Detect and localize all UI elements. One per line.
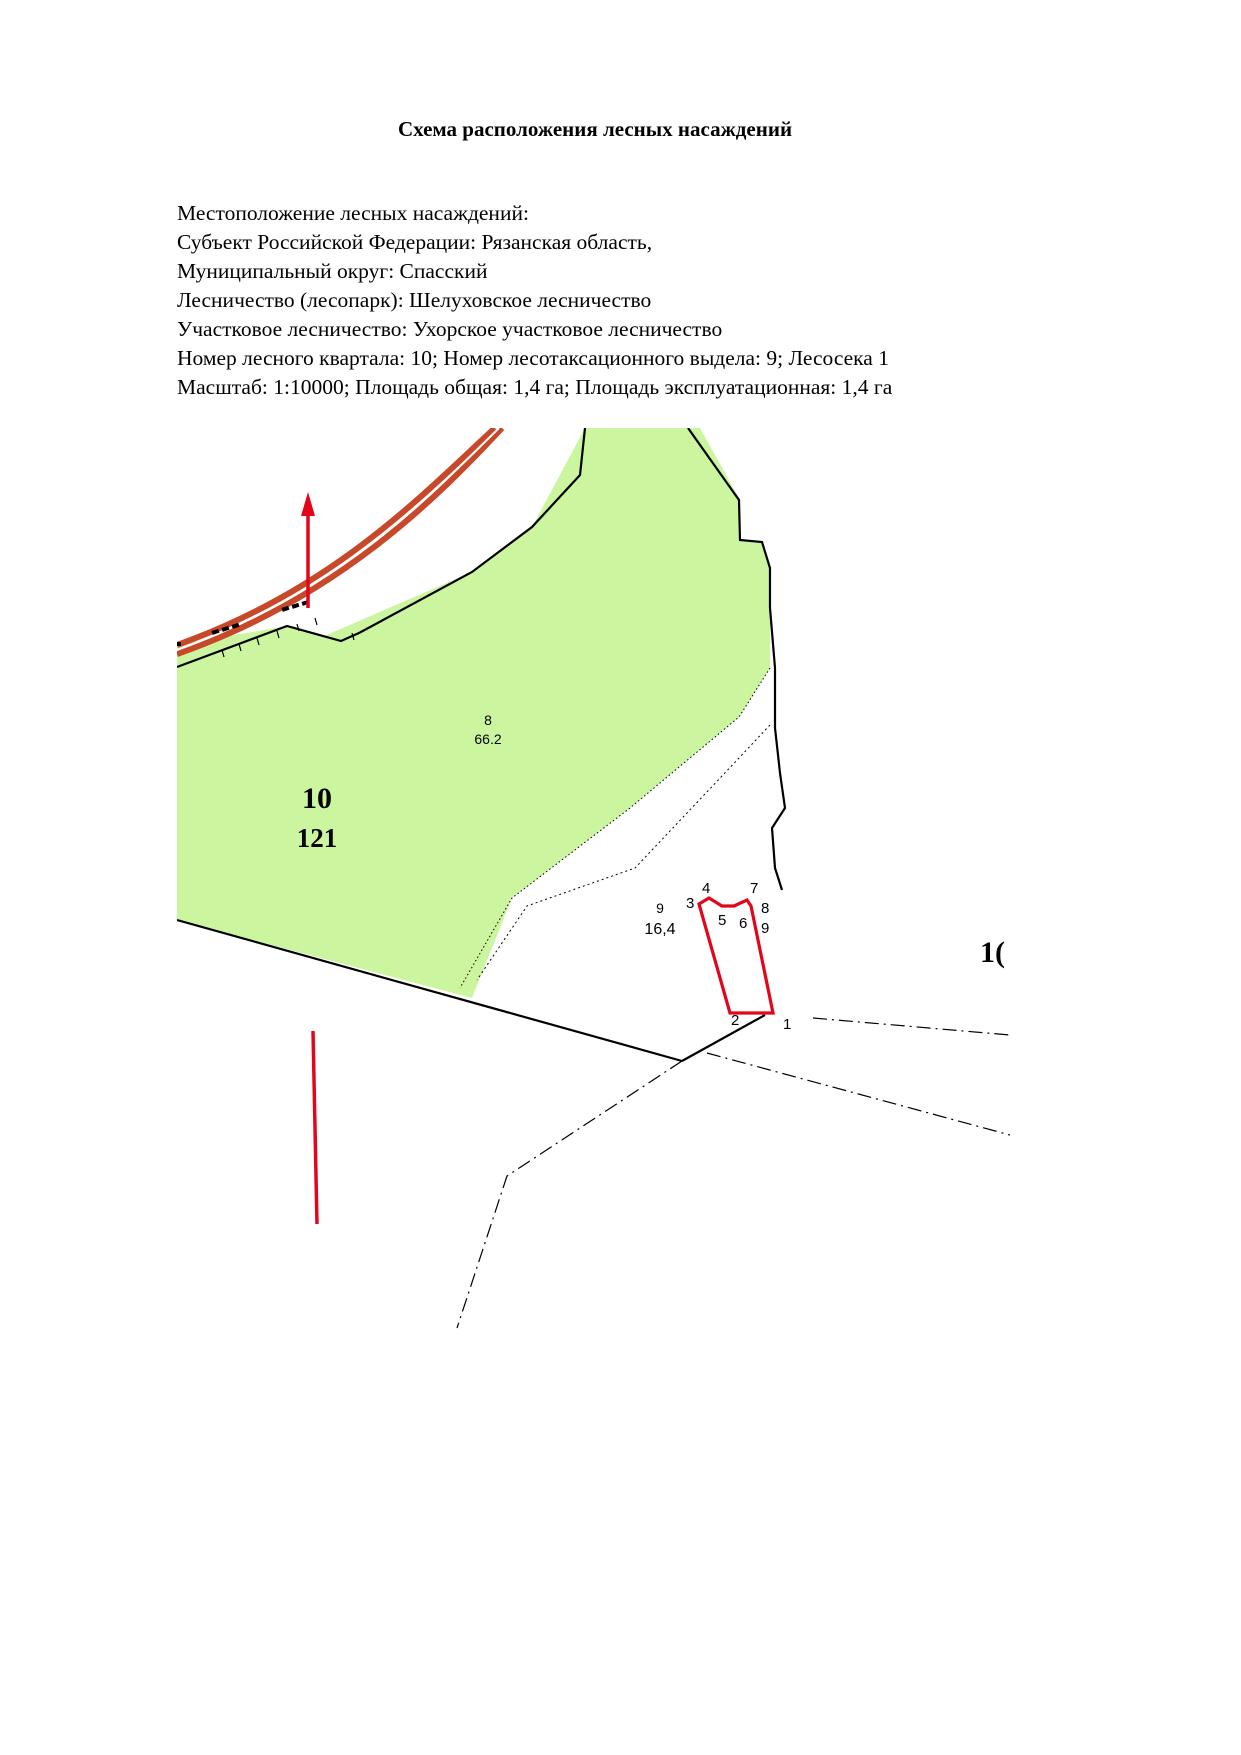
quarter-area: 121	[296, 823, 338, 853]
plot-point-6: 6	[739, 915, 748, 932]
vydel-8-number: 8	[484, 712, 492, 728]
scale-bar	[313, 1031, 317, 1224]
plot-point-8: 8	[761, 900, 770, 917]
vydel-9-number: 9	[656, 900, 664, 916]
info-line-location: Местоположение лесных насаждений:	[177, 201, 529, 225]
forest-map	[177, 428, 1010, 1360]
vydel-9-area: 16,4	[644, 921, 676, 938]
forest-area-vydel-8	[177, 428, 770, 998]
quarter-number: 10	[302, 782, 332, 815]
plot-point-5: 5	[718, 912, 727, 929]
plot-point-4: 4	[702, 880, 711, 897]
partial-quarter-label: 1(	[980, 936, 1005, 969]
vydel-8-area: 66.2	[474, 731, 502, 747]
info-line-district: Муниципальный округ: Спасский	[177, 259, 488, 283]
info-line-forestry: Лесничество (лесопарк): Шелуховское лесничество	[177, 288, 652, 312]
plot-point-1: 1	[783, 1016, 792, 1033]
plot-point-3: 3	[686, 895, 695, 912]
info-line-scale-area: Масштаб: 1:10000; Площадь общая: 1,4 га; Площадь эксплуатационная: 1,4 га	[177, 375, 893, 399]
info-line-region: Субъект Российской Федерации: Рязанская область,	[177, 230, 653, 254]
location-info	[177, 199, 892, 402]
info-line-quarter: Номер лесного квартала: 10; Номер лесотаксационного выдела: 9; Лесосека 1	[177, 346, 889, 370]
info-line-local-forestry: Участковое лесничество: Ухорское участковое лесничество	[177, 317, 723, 341]
plot-point-9: 9	[761, 920, 770, 937]
plot-point-2: 2	[731, 1012, 740, 1029]
page-title: Схема расположения лесных насаждений	[397, 117, 793, 141]
plot-point-7: 7	[750, 880, 759, 897]
